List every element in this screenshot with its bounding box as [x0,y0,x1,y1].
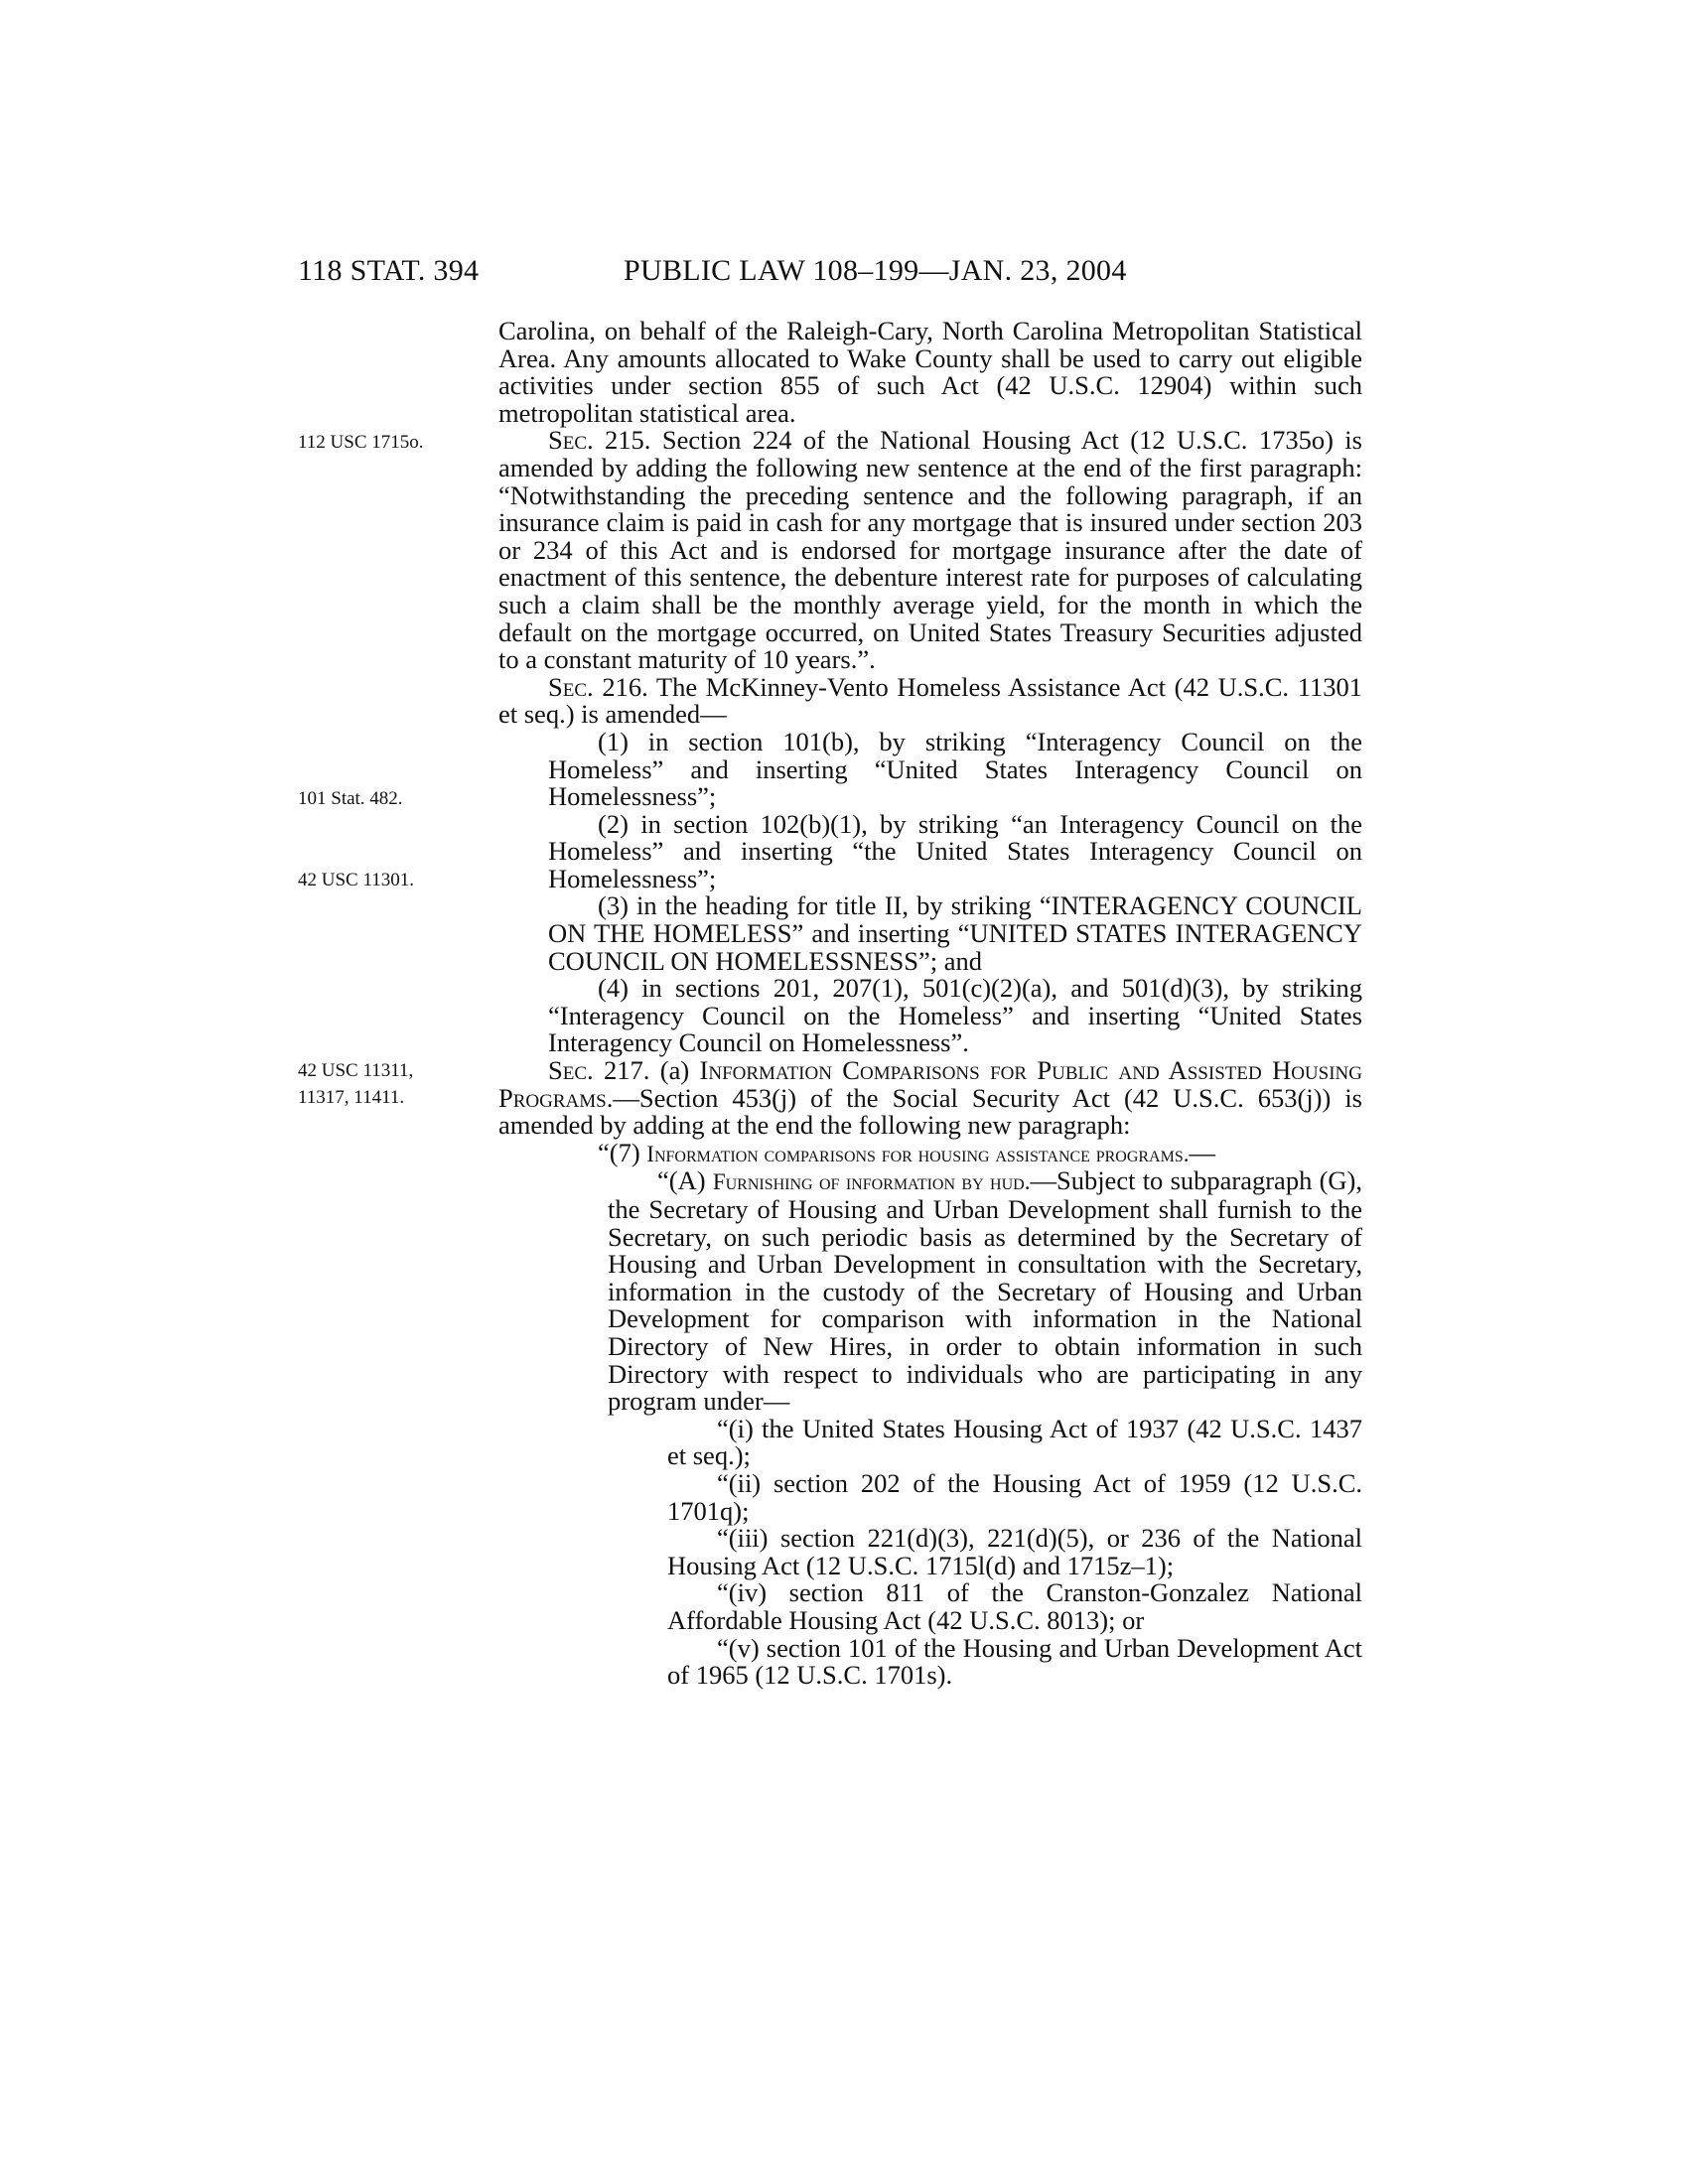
margin-note-101-stat-482: 101 Stat. 482. [298,788,403,809]
section-215 [498,427,1362,673]
page-stat-citation: 118 STAT. 394 [298,254,480,287]
margin-note-112-usc-1715o: 112 USC 1715o. [298,432,424,453]
margin-note-42-usc-11301: 42 USC 11301. [298,870,415,890]
section-label: Sec. 215. [548,425,651,456]
dash: — [1189,1137,1215,1167]
margin-note-42-usc-11311 [298,1057,496,1111]
paragraph-heading: Information comparisons for housing assistance programs. [646,1141,1190,1166]
section-216 [498,671,1362,730]
subsection-marker: (a) [649,1055,700,1086]
section-text: —Section 453(j) of the Social Security Act (42 U.S.C. 653(j)) is amended by adding at the end the following new paragraph: [498,1082,1362,1141]
continued-paragraph: Carolina, on behalf of the Raleigh-Cary, North Carolina Metropolitan Statistical Area. Any amounts allocated to Wake County shall be used to carry out eligible activities under section 855 of such Act (42 U.S.C. 12904) within such metropolitan statistical area. [498,316,1362,428]
document-body [498,318,1362,1690]
running-header: PUBLIC LAW 108–199—JAN. 23, 2004 [624,254,1127,287]
subparagraph-marker: “(A) [657,1165,713,1196]
clause-iv: “(iv) section 811 of the Cranston-Gonzalez National Affordable Housing Act (42 U.S.C. 8013); or [667,1577,1362,1635]
margin-note-line: 11317, 11411. [298,1087,405,1108]
margin-note-line: 42 USC 11311, [298,1060,414,1081]
clause-iii: “(iii) section 221(d)(3), 221(d)(5), or 236 of the National Housing Act (12 U.S.C. 1715l(d) and 1715z–1); [667,1523,1362,1580]
subparagraph-heading: Furnishing of information by hud. [712,1169,1031,1195]
paragraph-7 [498,1137,1362,1168]
section-label: Sec. 216. [548,671,648,702]
subparagraph-text: —Subject to subparagraph (G), the Secretary of Housing and Urban Development shall furnish to the Secretary, on such periodic basis as determined by the Secretary of Housing and Urban Development in consultation with the Secretary, information in the custody of the Secretary of Housing and Urban Development for comparison with information in the National Directory of New Hires, in order to obtain information in such Directory with respect to individuals who are participating in any program under— [608,1165,1362,1417]
clause-i: “(i) the United States Housing Act of 1937 (42 U.S.C. 1437 et seq.); [667,1413,1362,1471]
clause-v: “(v) section 101 of the Housing and Urban Development Act of 1965 (12 U.S.C. 1701s). [667,1632,1362,1691]
paragraph-marker: “(7) [598,1137,647,1167]
section-label: Sec. 217. [548,1055,650,1086]
section-text: The McKinney-Vento Homeless Assistance Act (42 U.S.C. 11301 et seq.) is amended— [498,671,1362,730]
section-216-item-4: (4) in sections 201, 207(1), 501(c)(2)(a), and 501(d)(3), by striking “Interagency Council on the Homeless” and inserting “United States Interagency Council on Homelessness”. [548,973,1362,1058]
section-216-item-3: (3) in the heading for title II, by striking “INTERAGENCY COUNCIL ON THE HOMELESS” and inserting “UNITED STATES INTERAGENCY COUNCIL ON HOMELESSNESS”; and [548,890,1362,976]
section-216-item-1: (1) in section 101(b), by striking “Interagency Council on the Homeless” and inserting “United States Interagency Council on Homelessness”; [548,726,1362,812]
subparagraph-a [498,1167,1362,1415]
section-text: Section 224 of the National Housing Act (12 U.S.C. 1735o) is amended by adding the following new sentence at the end of the first paragraph: “Notwithstanding the preceding sentence and the following paragraph, if an insurance claim is paid in cash for any mortgage that is insured under section 203 or 234 of this Act and is endorsed for mortgage insurance after the date of enactment of this sentence, the debenture interest rate for purposes of calculating such a claim shall be the monthly average yield, for the month in which the default on the mortgage occurred, on United States Treasury Securities adjusted to a constant maturity of 10 years.”. [498,425,1362,675]
clause-ii: “(ii) section 202 of the Housing Act of 1959 (12 U.S.C. 1701q); [667,1467,1362,1526]
section-216-item-2: (2) in section 102(b)(1), by striking “an Interagency Council on the Homeless” and inserting “the United States Interagency Council on Homelessness”; [548,808,1362,893]
subsection-heading: Information Comparisons for Public and Assisted Housing Programs. [498,1055,1362,1113]
section-217 [498,1057,1362,1140]
